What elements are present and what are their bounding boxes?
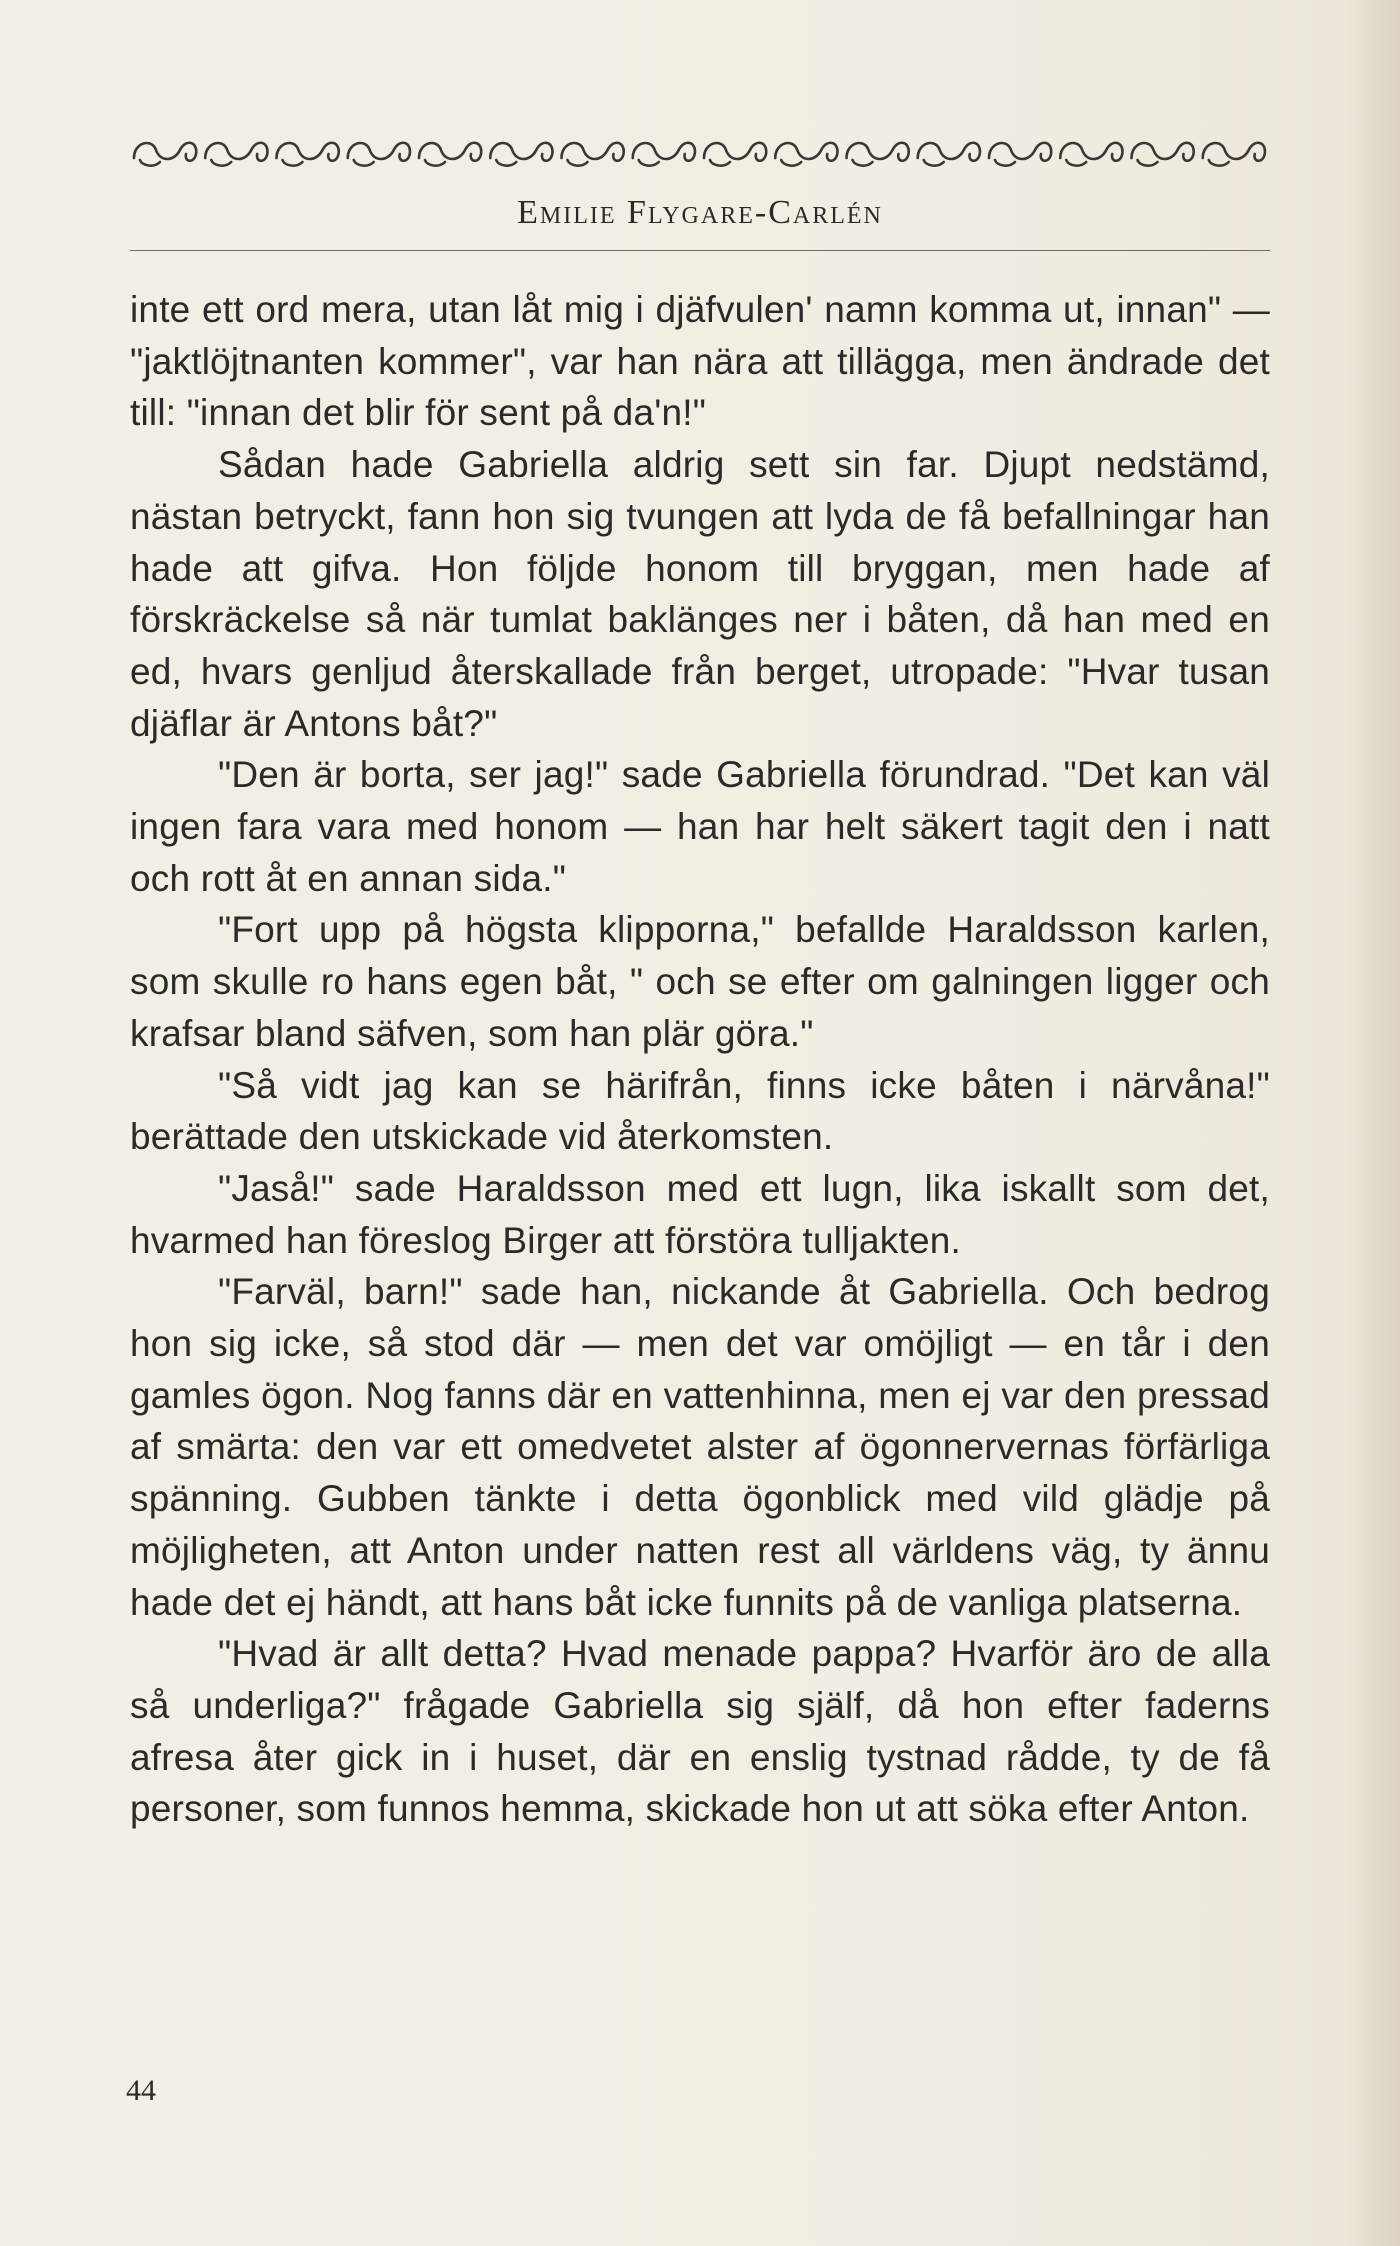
paragraph: "Fort upp på högsta klipporna," befallde Haraldsson karlen, som skulle ro hans egen båt, " och se efter om galningen ligger och krafsar bland säfven, som han plär göra." xyxy=(130,909,1270,1054)
paragraph: "Farväl, barn!" sade han, nickande åt Gabriella. Och bedrog hon sig icke, så stod där — men det var omöjligt — en tår i den gamles ögon. Nog fanns där en vattenhinna, men ej var den pressad af smärta: den var ett omedvetet alster af ögonnervernas förfärliga spänning. Gubben tänkte i detta ögonblick med vild glädje på möjligheten, att Anton under natten rest all världens väg, ty ännu hade det ej händt, att hans båt icke funnits på de vanliga platserna. xyxy=(130,1271,1270,1623)
page-number: 44 xyxy=(126,2074,156,2107)
paragraph: "Så vidt jag kan se härifrån, finns icke båten i närvåna!" berättade den utskickade vid återkomsten. xyxy=(130,1064,1270,1158)
paragraph: "Hvad är allt detta? Hvad menade pappa? Hvarför äro de alla så underliga?" frågade Gabriella sig själf, då hon efter faderns afresa åter gick in i huset, där en enslig tystnad rådde, ty de få personer, som funnos hemma, skickade hon ut att söka efter Anton. xyxy=(130,1633,1270,1830)
paragraph: Sådan hade Gabriella aldrig sett sin far. Djupt nedstämd, nästan betryckt, fann hon sig tvungen att lyda de få befallningar han hade att gifva. Hon följde honom till bryggan, men hade af förskräckelse så när tumlat baklänges ner i båten, då han med en ed, hvars genljud återskallade från berget, utropade: "Hvar tusan djäflar är Antons båt?" xyxy=(130,444,1270,744)
scroll-ornament-icon xyxy=(130,128,1270,174)
paragraph: "Den är borta, ser jag!" sade Gabriella förundrad. "Det kan väl ingen fara vara med honom — han har helt säkert tagit den i natt och rott åt en annan sida." xyxy=(130,754,1270,899)
paragraph: "Jaså!" sade Haraldsson med ett lugn, lika iskallt som det, hvarmed han föreslog Birger att förstöra tulljakten. xyxy=(130,1167,1270,1261)
paragraph: inte ett ord mera, utan låt mig i djäfvulen' namn komma ut, innan" — "jaktlöjtnanten kommer", var han nära att tillägga, men ändrade det till: "innan det blir för sent på da'n!" xyxy=(130,289,1270,434)
header-rule xyxy=(130,250,1270,251)
body-text xyxy=(130,284,1270,1835)
running-head: Emilie Flygare-Carlén xyxy=(517,194,883,231)
